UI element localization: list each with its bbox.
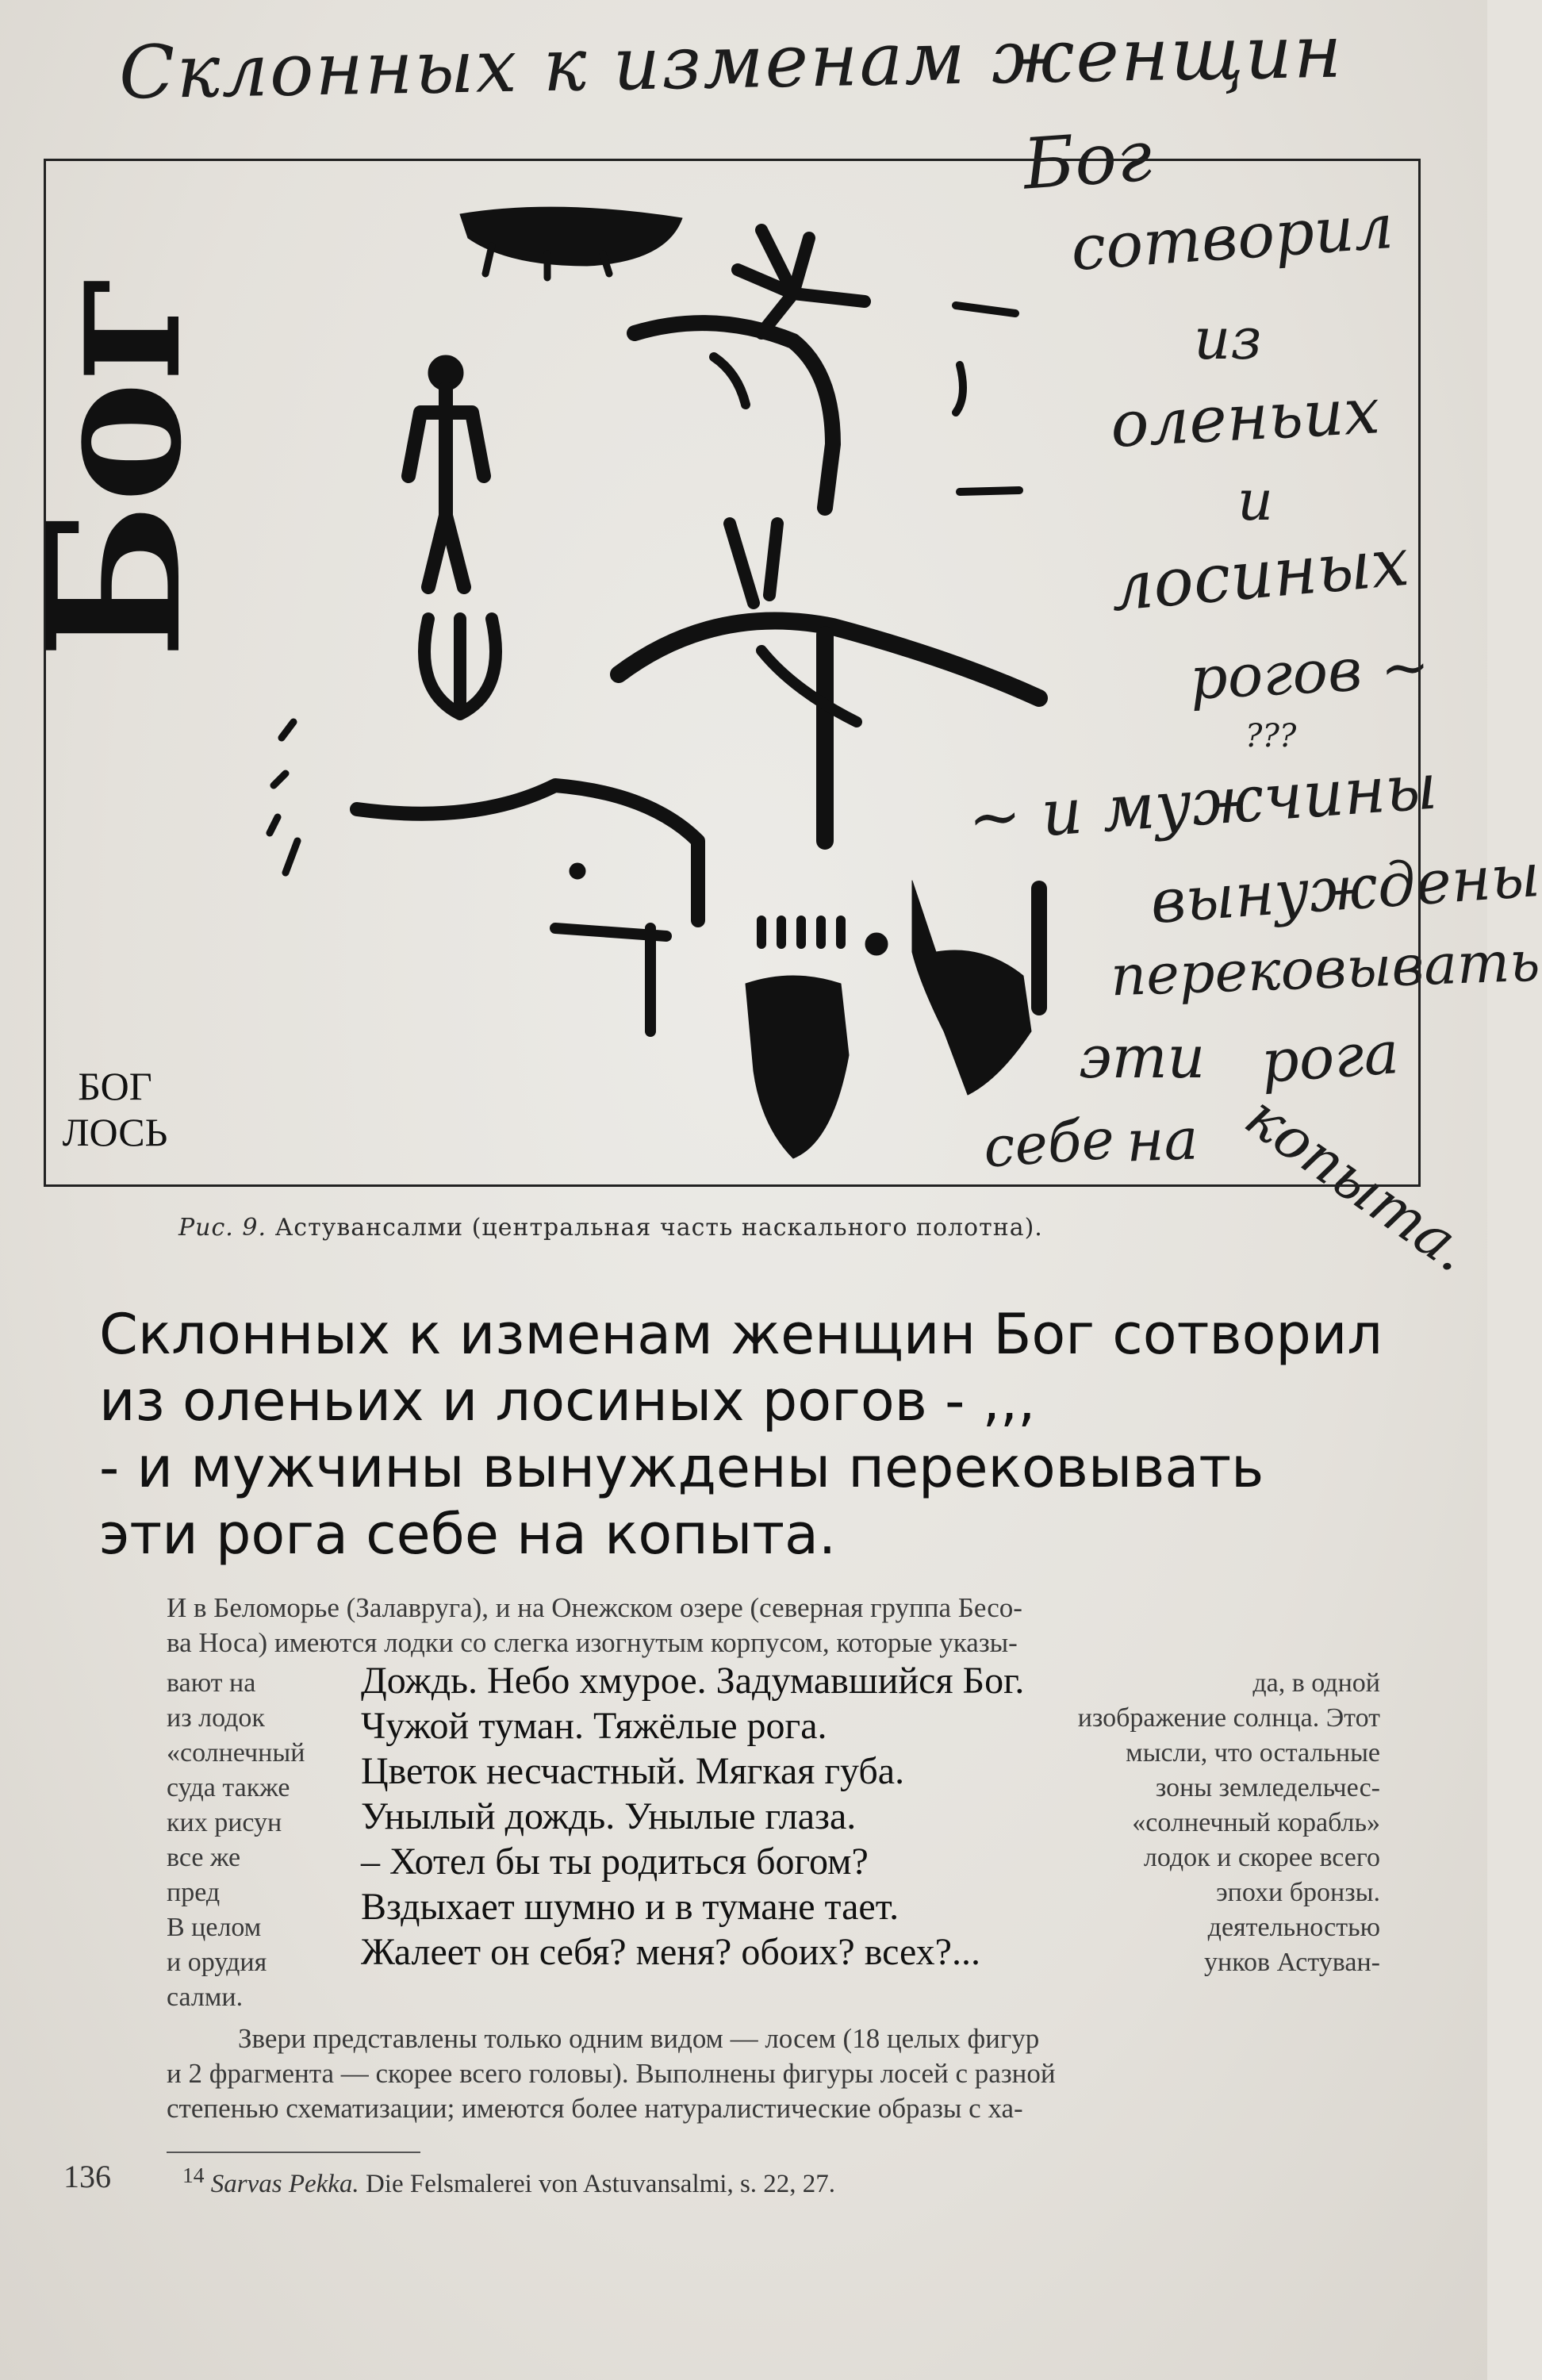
corner-label-line1: БОГ <box>78 1064 152 1108</box>
hand-word-15: на <box>1125 1105 1199 1175</box>
poem-line: Чужой туман. Тяжёлые рога. <box>361 1705 827 1747</box>
handwritten-top-line: Склонных к изменам женщин <box>118 9 1344 116</box>
rock-art-human-body <box>409 389 484 587</box>
overlay-line-4: эти рога себе на копыта. <box>99 1502 837 1567</box>
book-para1-line1: И в Беломорье (Залавруга), и на Онежском озере (северная группа Бесо- <box>167 1592 1022 1623</box>
rock-art-elk2-ears <box>730 524 777 603</box>
left-col-line: пред <box>167 1878 221 1907</box>
left-col-line: «солнечный <box>167 1738 305 1768</box>
rock-art-blob-2 <box>912 881 1031 1095</box>
rock-art-ground-line <box>357 785 698 920</box>
rock-art-dashes <box>956 305 1019 492</box>
corner-label-line2: ЛОСЬ <box>62 1110 168 1154</box>
left-col-line: и орудия <box>167 1948 267 1977</box>
poem-overlay <box>361 1658 1024 1975</box>
left-col-line: салми. <box>167 1983 244 2012</box>
left-col-line: из лодок <box>167 1703 265 1733</box>
hand-word-5: и <box>1237 468 1274 533</box>
big-word-text: Бог <box>8 269 222 659</box>
footnote <box>182 2163 835 2199</box>
overlay-line-1: Склонных к изменам женщин Бог сотворил <box>99 1302 1383 1367</box>
hand-word-6: лосиных <box>1107 522 1412 627</box>
hand-word-9: ~ и мужчины <box>965 749 1440 856</box>
rock-art-figures <box>0 0 1487 1190</box>
right-col-line: да, в одной <box>1252 1668 1380 1698</box>
rock-art-boat <box>460 207 682 266</box>
figure-caption <box>178 1214 1043 1242</box>
left-col-line: все же <box>167 1843 241 1872</box>
poem-line: Цветок несчастный. Мягкая губа. <box>361 1750 905 1792</box>
rock-art-tally <box>761 920 841 944</box>
poem-line: Дождь. Небо хмурое. Задумавшийся Бог. <box>361 1660 1025 1702</box>
book-para2-line1: Звери представлены только одним видом — лосем (18 целых фигур <box>238 2023 1040 2054</box>
figure-caption-prefix: Рис. 9. <box>178 1214 267 1242</box>
right-col-line: зоны земледельчес- <box>1155 1773 1380 1802</box>
left-col-line: суда также <box>167 1773 290 1802</box>
hand-word-1: Бог <box>1020 114 1155 205</box>
corner-label <box>56 1063 175 1155</box>
overlay-line-2: из оленьих и лосиных рогов - ,,, <box>99 1368 1036 1434</box>
left-col-line: ких рисун <box>167 1808 282 1837</box>
hand-word-10: вынуждены <box>1148 839 1542 938</box>
right-col-line: изображение солнца. Этот <box>1077 1703 1380 1733</box>
rock-art-elk-head <box>635 323 833 508</box>
left-col-line: В целом <box>167 1913 262 1942</box>
book-para1-line2: ва Носа) имеются лодки со слегка изогнутым корпусом, которые указы- <box>167 1627 1018 1658</box>
footnote-author: Sarvas Pekka. <box>210 2170 359 2198</box>
figure-caption-text: Астувансалми (центральная часть наскального полотна). <box>274 1214 1043 1242</box>
rock-art-marks <box>270 722 297 873</box>
rock-art-blob-1 <box>746 976 849 1158</box>
hand-word-16: копыта. <box>1233 1082 1484 1285</box>
hand-word-11: перековывать <box>1109 928 1541 1009</box>
left-col-line: вают на <box>167 1668 256 1698</box>
right-col-line: деятельностью <box>1207 1913 1380 1942</box>
right-col-line: эпохи бронзы. <box>1216 1878 1380 1907</box>
overlay-line-3: - и мужчины вынуждены перековывать <box>99 1435 1264 1500</box>
footnote-number: 14 <box>182 2163 205 2187</box>
overlay-text-block <box>99 1301 1383 1568</box>
poem-line: – Хотел бы ты родиться богом? <box>361 1841 869 1883</box>
right-col-line: унков Астуван- <box>1204 1948 1380 1977</box>
right-col-line: «солнечный корабль» <box>1132 1808 1380 1837</box>
hand-word-4: оленьих <box>1108 374 1382 462</box>
book-para2-line2: и 2 фрагмента — скорее всего головы). Выполнены фигуры лосей с разной <box>167 2058 1056 2089</box>
right-col-line: мысли, что остальные <box>1126 1738 1380 1768</box>
hand-word-8: ??? <box>1245 718 1297 754</box>
hand-word-12: эти <box>1079 1023 1206 1092</box>
poem-line: Жалеет он себя? меня? обоих? всех?... <box>361 1931 980 1973</box>
poem-line: Вздыхает шумно и в тумане тает. <box>361 1886 900 1928</box>
hand-word-7: рогов ~ <box>1187 632 1432 713</box>
rock-art-elk-antlers <box>738 230 865 333</box>
page-number: 136 <box>63 2159 111 2194</box>
footnote-text: Die Felsmalerei von Astuvansalmi, s. 22, 27. <box>365 2170 836 2198</box>
poem-line: Унылый дождь. Унылые глаза. <box>361 1795 857 1837</box>
right-col-line: лодок и скорее всего <box>1143 1843 1380 1872</box>
hand-word-14: себе <box>981 1106 1117 1180</box>
book-para2-line3: степенью схематизации; имеются более натуралистические образы с ха- <box>167 2093 1023 2124</box>
book-left-column <box>167 1666 357 2015</box>
hand-word-13: рога <box>1259 1019 1402 1096</box>
footnote-rule <box>167 2152 420 2153</box>
rock-art-fork <box>424 619 496 714</box>
hand-word-2: сотворил <box>1068 190 1396 286</box>
hand-word-3: из <box>1194 305 1262 372</box>
